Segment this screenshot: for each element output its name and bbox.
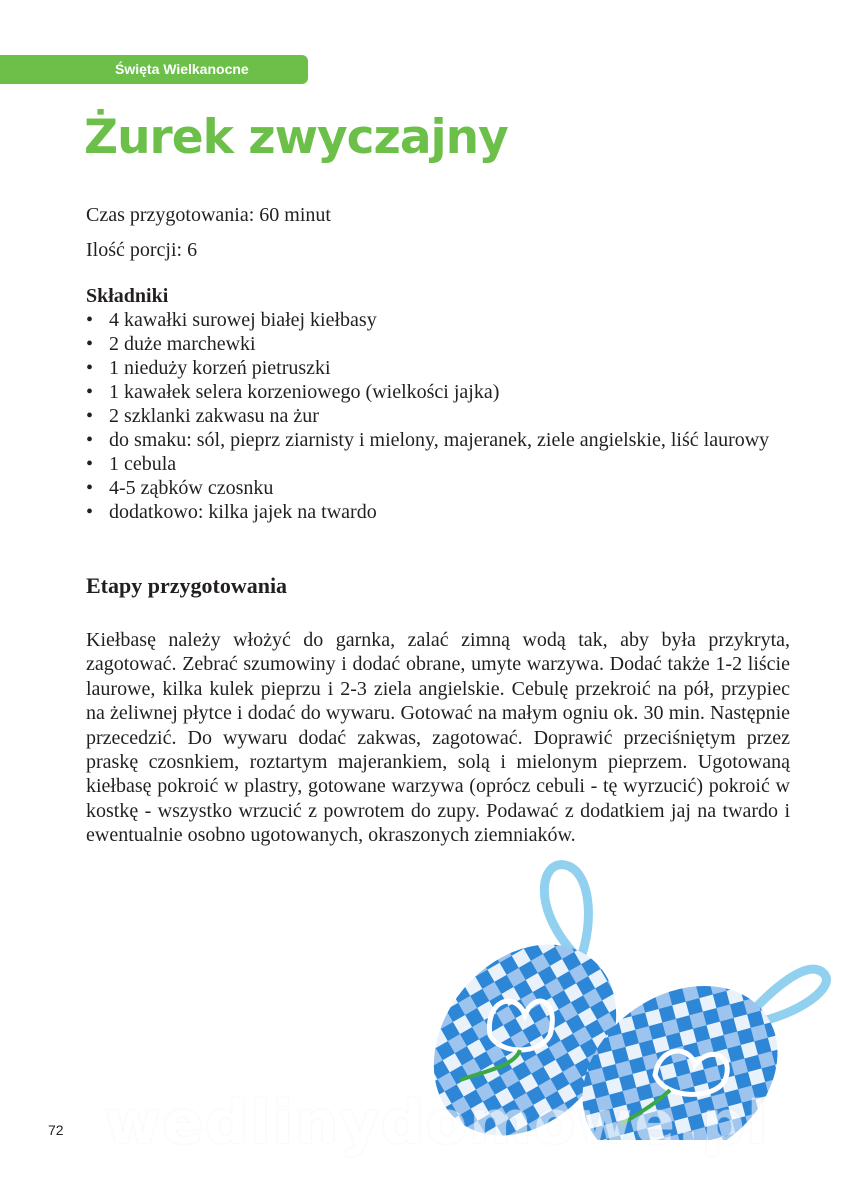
section-tag: Święta Wielkanocne	[0, 55, 308, 84]
ingredient-item: • 1 nieduży korzeń pietruszki	[86, 356, 786, 380]
ingredient-item: • 4 kawałki surowej białej kiełbasy	[86, 308, 786, 332]
ingredient-item: • do smaku: sól, pieprz ziarnisty i mielony, majeranek, ziele angielskie, liść laurowy	[86, 428, 786, 452]
ingredients-heading: Składniki	[86, 285, 169, 307]
watermark: wedlinydomowe.pl	[105, 1088, 770, 1158]
ingredient-item: • 2 szklanki zakwasu na żur	[86, 404, 786, 428]
prep-time: Czas przygotowania: 60 minut	[86, 204, 331, 226]
ingredient-item: • 1 cebula	[86, 452, 786, 476]
page-number: 72	[48, 1122, 64, 1138]
ingredient-item: • 4-5 ząbków czosnku	[86, 476, 786, 500]
ingredient-item: • dodatkowo: kilka jajek na twardo	[86, 500, 786, 524]
steps-heading: Etapy przygotowania	[86, 573, 288, 598]
portions: Ilość porcji: 6	[86, 239, 198, 261]
ingredients-list	[86, 308, 786, 524]
ingredient-item: • 1 kawałek selera korzeniowego (wielkości jajka)	[86, 380, 786, 404]
recipe-title: Żurek zwyczajny	[84, 110, 508, 165]
ingredient-item: • 2 duże marchewki	[86, 332, 786, 356]
steps-text: Kiełbasę należy włożyć do garnka, zalać zimną wodą tak, aby była przykryta, zagotować. Zebrać szumowiny i dodać obrane, umyte warzywa. Dodać także 1-2 liście laurowe, kilka kulek pieprzu i 2-3 ziela angielskie. Cebulę przekroić na pół, przypiec na żeliwnej płytce i dodać do wywaru. Gotować na małym ogniu ok. 30 min. Następnie przecedzić. Do wywaru dodać zakwas, zagotować. Doprawić przeciśniętym przez praskę czosnkiem, roztartym majerankiem, solą i mielonym pieprzem. Ugotowaną kiełbasę pokroić w plastry, gotowane warzywa (oprócz cebuli - tę wyrzucić) pokroić w kostkę - wszystko wrzucić z powrotem do zupy. Podawać z dodatkiem jaj na twardo i ewentualnie osobno ugotowanych, okraszonych ziemniaków.	[86, 629, 790, 847]
